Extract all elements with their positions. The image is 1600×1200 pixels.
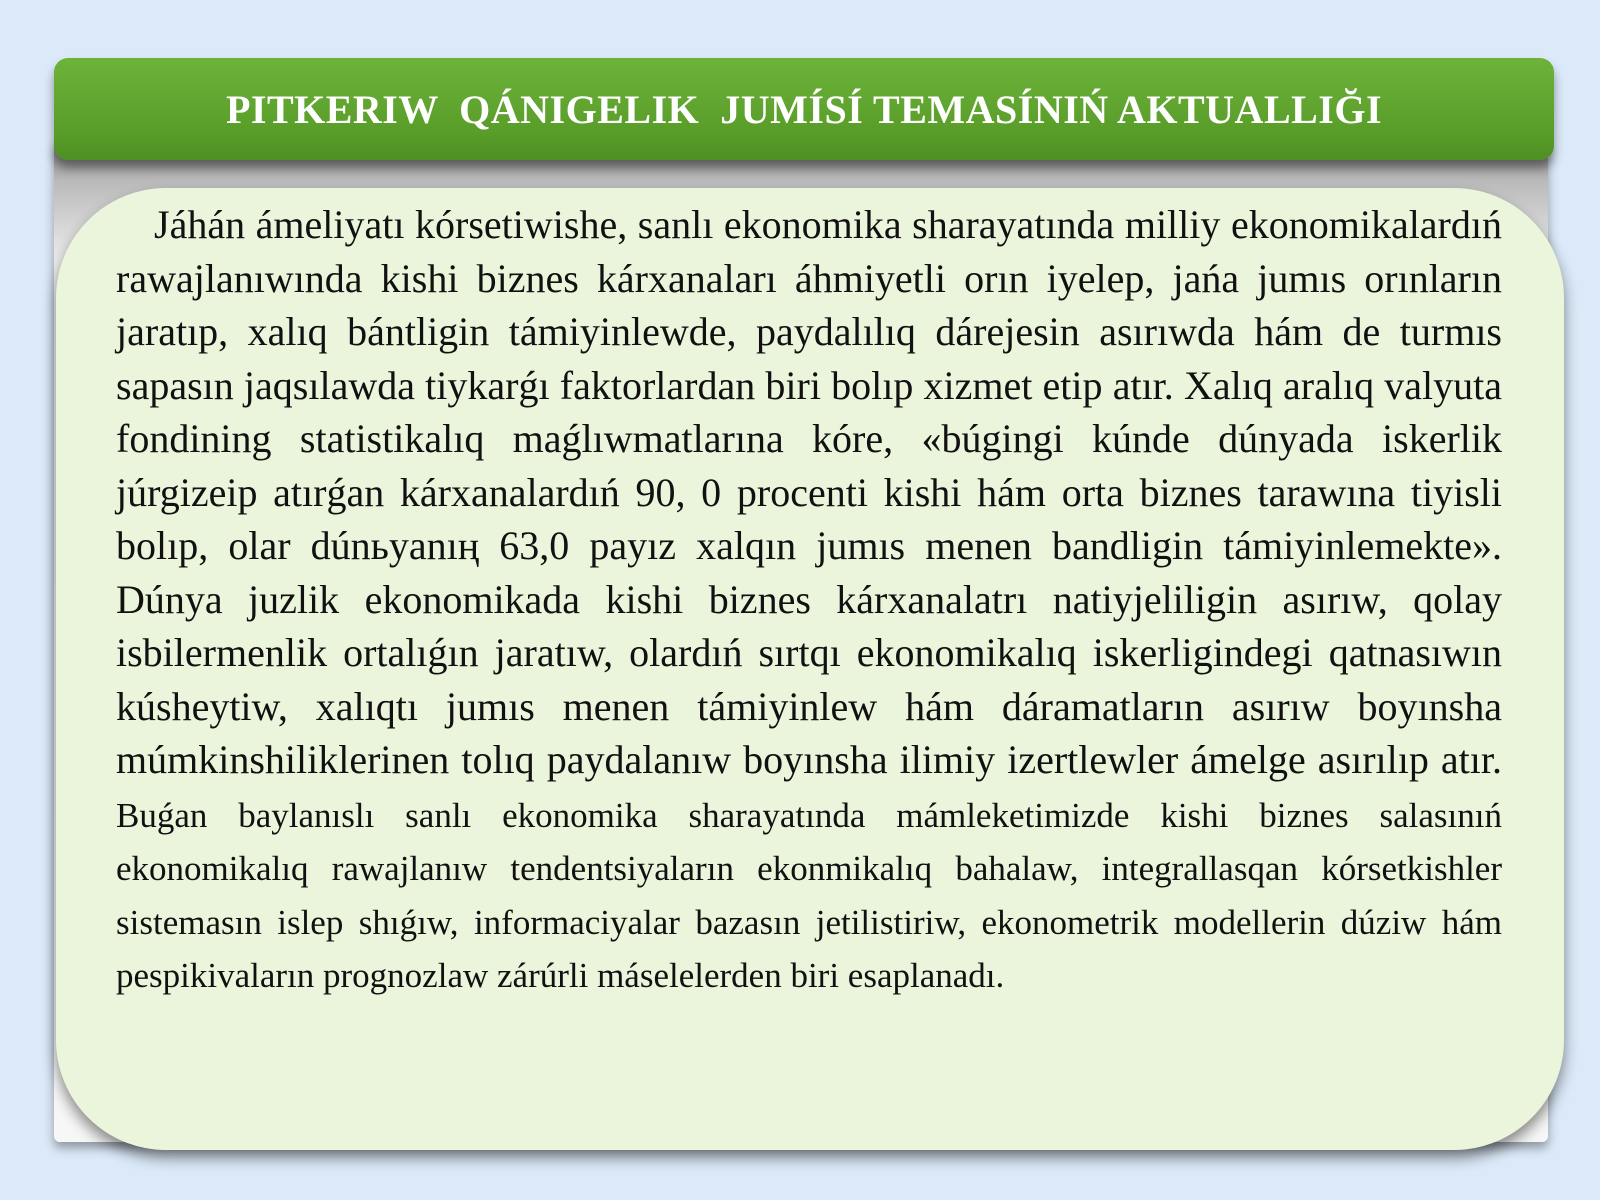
slide-title: PITKERIW QÁNIGELIK JUMÍSÍ TEMASÍNIŃ AKTUALLIĞI bbox=[225, 86, 1383, 132]
body-main-text: Jáhán ámeliyatı kórsetiwishe, sanlı ekonomika sharayatında milliy ekonomikalardıń rawajlanıwında kishi biznes kárxanaları áhmiyetli orın iyelep, jańa jumıs orınların jaratıp, xalıq bántligin támiyinlewde, paydalılıq dárejesin asırıwda hám de turmıs sapasın jaqsılawda tiykarǵı faktorlardan biri bolıp xizmet etip atır. Xalıq aralıq valyuta fondining statistikalıq maǵlıwmatlarına kóre, «búgingi kúnde dúnyada iskerlik júrgizeip atırǵan kárxanalardıń 90, 0 procenti kishi hám orta biznes tarawına tiyisli bolıp, olar dúnьyanıң 63,0 payız xalqın jumıs menen bandligin támiyinlemekte». Dúnya juzlik ekonomikada kishi biznes kárxanalatrı natiyjeliligin asırıw, qolay isbilermenlik ortalıǵın jaratıw, olardıń sırtqı ekonomikalıq iskerligindegi qatnasıwın kúsheytiw, xalıqtı jumıs menen támiyinlew hám dáramatların asırıw boyınsha múmkinshiliklerinen tolıq paydalanıw boyınsha ilimiy izertlewler ámelge asırılıp atır. bbox=[116, 202, 1502, 782]
body-small-text: Buǵan baylanıslı sanlı ekonomika sharayatında mámleketimizde kishi biznes salasınıń ekonomikalıq rawajlanıw tendentsiyaların ekonmikalıq bahalaw, integrallasqan kórsetkishler sistemasın islep shıǵıw, informaciyalar bazasın jetilistiriw, ekonometrik modellerin dúziw hám pespikivaların prognozlaw zárúrli máselelerden biri esaplanadı. bbox=[116, 795, 1502, 995]
body-text bbox=[116, 198, 1502, 1001]
title-banner bbox=[54, 58, 1554, 160]
